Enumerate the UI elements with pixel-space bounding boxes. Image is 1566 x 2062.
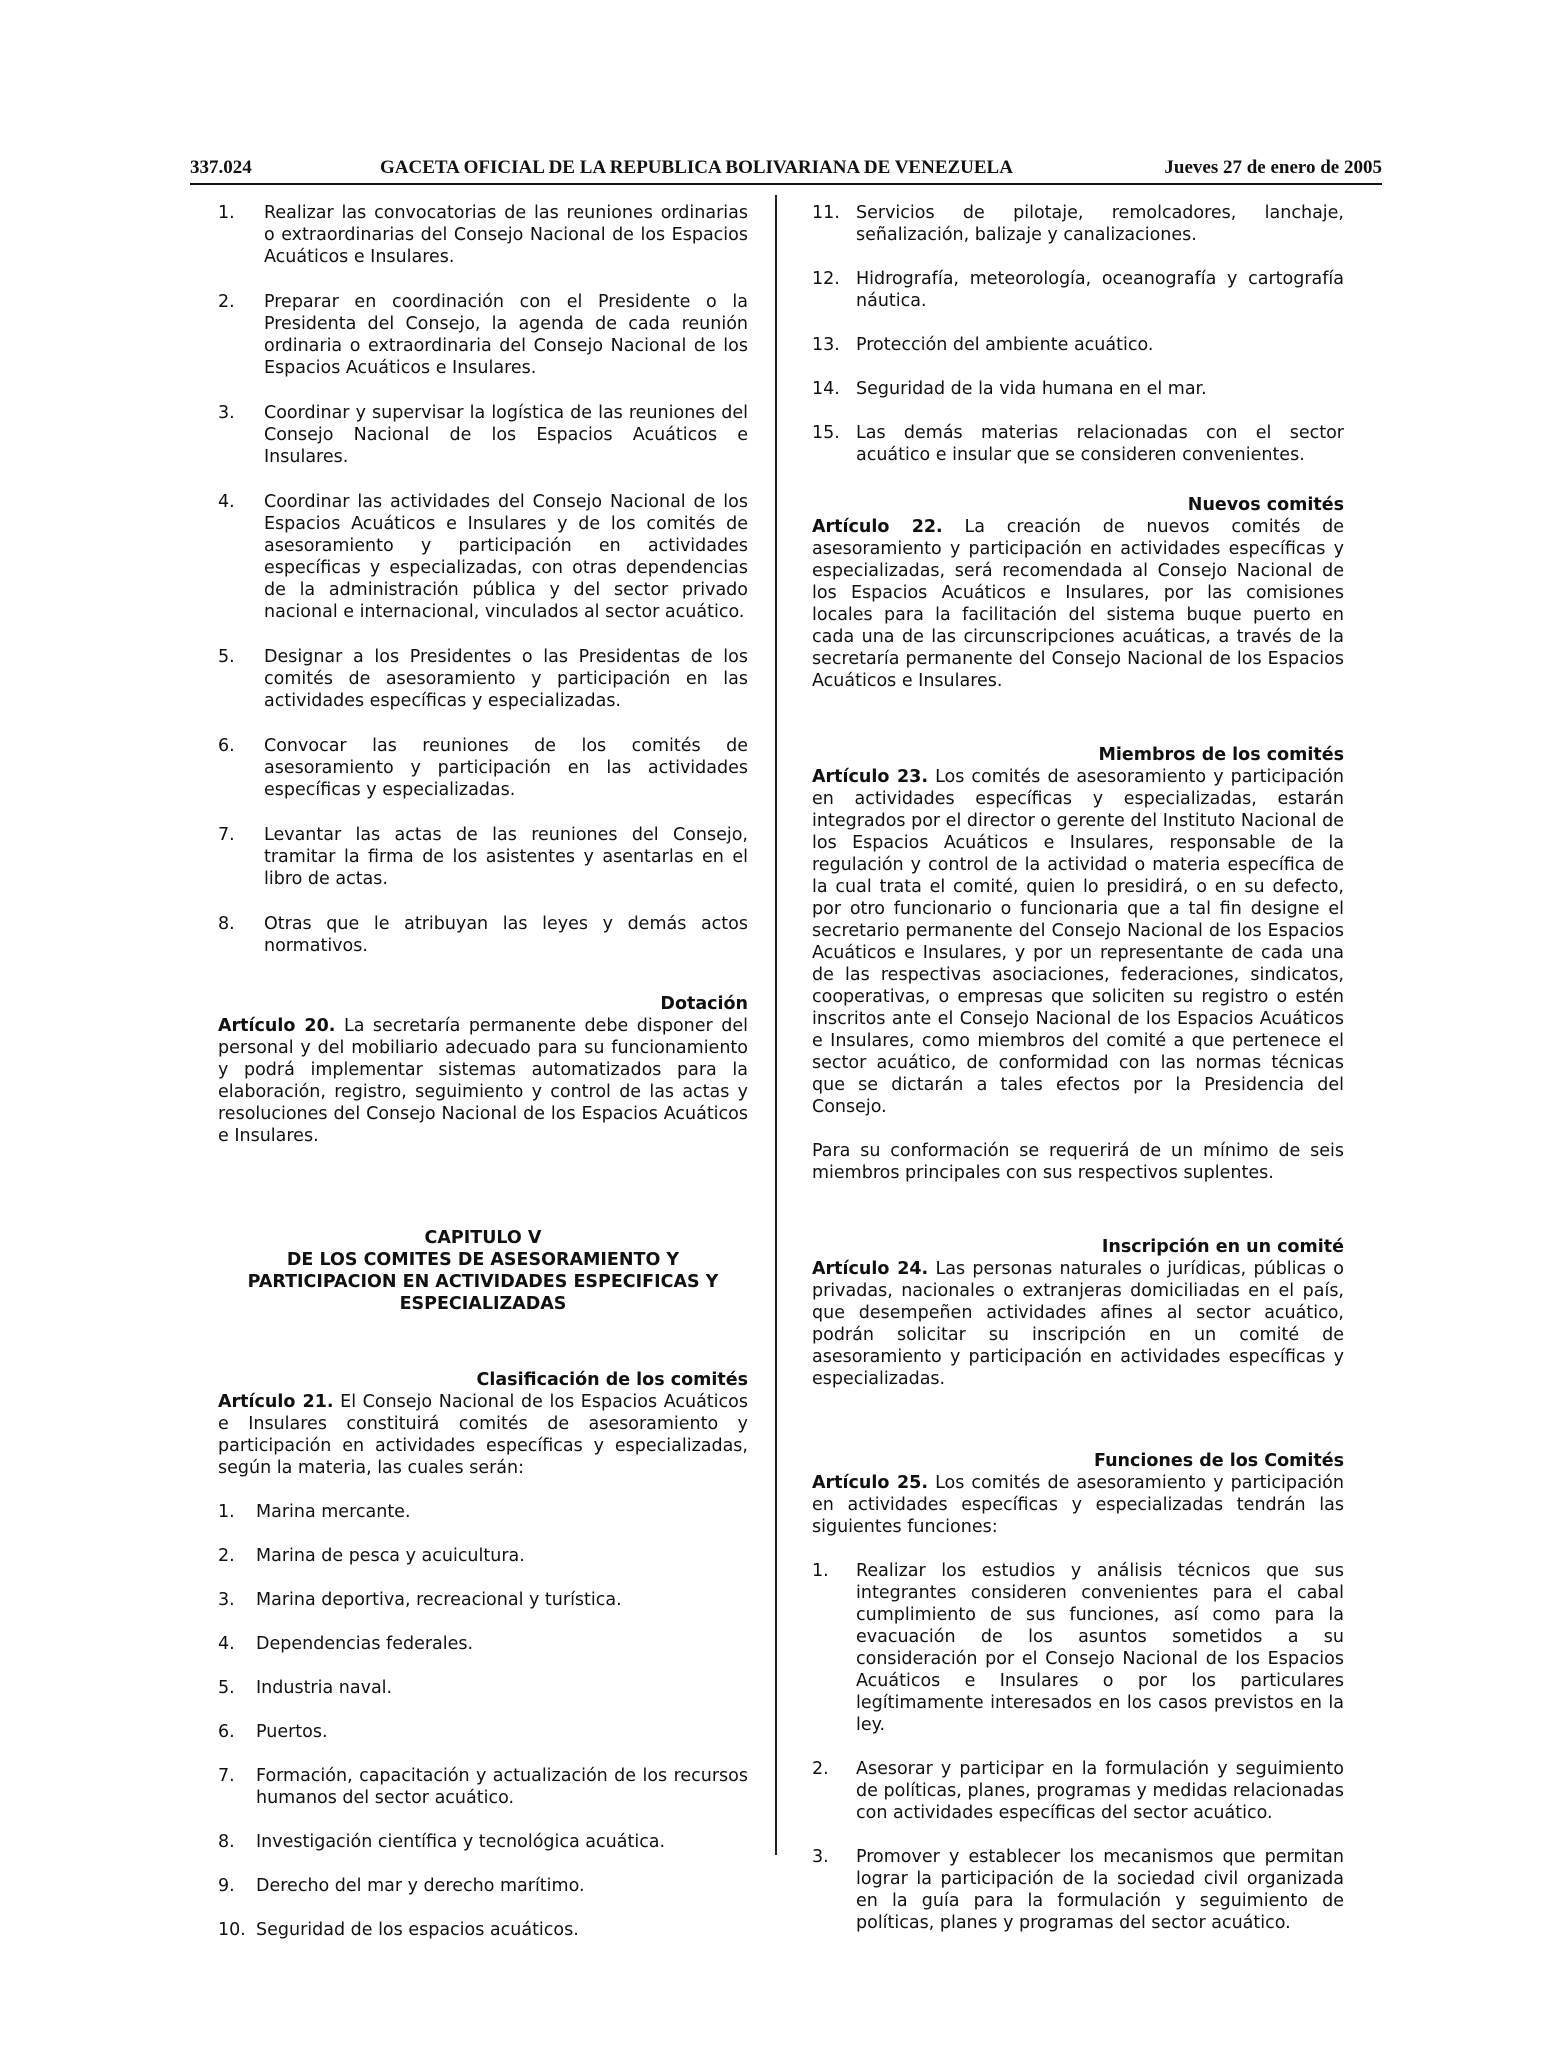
list-item: 10. Seguridad de los espacios acuáticos. <box>218 1920 579 1940</box>
article-22: Artículo 22. La creación de nuevos comités de asesoramiento y participación en actividades específicas y especializadas, será recomendada al Consejo Nacional de los Espacios Acuáticos e Insulares, por las comisiones locales para la facilitación del sistema buque puerto en cada una de las circunscripciones acuáticas, a través de la secretaría permanente del Consejo Nacional de los Espacios Acuáticos e Insulares. <box>812 517 1344 691</box>
article-21-section <box>218 1369 748 1479</box>
chapter-title: CAPITULO V DE LOS COMITES DE ASESORAMIENTO Y PARTICIPACION EN ACTIVIDADES ESPECIFICAS Y ESPECIALIZADAS <box>247 1228 719 1314</box>
list-item: 11. Servicios de pilotaje, remolcadores, lanchaje, señalización, balizaje y canalizaciones. <box>812 203 1344 245</box>
article-20: Artículo 20. La secretaría permanente debe disponer del personal y del mobiliario adecuado para su funcionamiento y podrá implementar sistemas automatizados para la elaboración, registro, seguimiento y control de las actas y resoluciones del Consejo Nacional de los Espacios Acuáticos e Insulares. <box>218 1016 748 1146</box>
list-item: 6. Puertos. <box>218 1722 328 1742</box>
column-divider <box>775 195 777 1855</box>
list-item: 5. Designar a los Presidentes o las Presidentas de los comités de asesoramiento y participación en las actividades específicas y especializadas. <box>218 647 748 711</box>
section-heading: Dotación <box>660 994 748 1014</box>
list-item: 14. Seguridad de la vida humana en el mar. <box>812 379 1207 399</box>
article-21: Artículo 21. El Consejo Nacional de los Espacios Acuáticos e Insulares constituirá comités de asesoramiento y participación en actividades específicas y especializadas, según la materia, las cuales serán: <box>218 1392 748 1478</box>
article-23-section <box>812 744 1344 1184</box>
list-item: 3. Coordinar y supervisar la logística de las reuniones del Consejo Nacional de los Espacios Acuáticos e Insulares. <box>218 403 748 467</box>
right-column <box>812 202 1344 1956</box>
materias-list-continued <box>812 202 1344 466</box>
list-item: 6. Convocar las reuniones de los comités de asesoramiento y participación en las actividades específicas y especializadas. <box>218 736 748 800</box>
section-heading: Miembros de los comités <box>1098 745 1344 765</box>
issue-date: Jueves 27 de enero de 2005 <box>1164 157 1382 178</box>
secretaria-functions-list <box>218 202 748 957</box>
list-item: 15. Las demás materias relacionadas con el sector acuático e insular que se consideren convenientes. <box>812 423 1344 465</box>
list-item: 9. Derecho del mar y derecho marítimo. <box>218 1876 585 1896</box>
article-23: Artículo 23. Los comités de asesoramiento y participación en actividades específicas y especializadas, estarán integrados por el director o gerente del Instituto Nacional de los Espacios Acuáticos e Insulares, responsable de la regulación y control de la actividad o materia específica de la cual trata el comité, quien lo presidirá, o en su defecto, por otro funcionario o funcionaria que a tal fin designe el secretario permanente del Consejo Nacional de los Espacios Acuáticos e Insulares, y por un representante de cada una de las respectivas asociaciones, federaciones, sindicatos, cooperativas, o empresas que soliciten su registro o estén inscritos ante el Consejo Nacional de los Espacios Acuáticos e Insulares, como miembros del comité a que pertenece el sector acuático, de conformidad con las normas técnicas que se dictarán a tales efectos por la Presidencia del Consejo. <box>812 767 1344 1117</box>
list-item: 4. Coordinar las actividades del Consejo Nacional de los Espacios Acuáticos e Insulares y de los comités de asesoramiento y participación en actividades específicas y especializadas, con otras dependencias de la administración pública y del sector privado nacional e internacional, vinculados al sector acuático. <box>218 492 748 622</box>
list-item: 4. Dependencias federales. <box>218 1634 474 1654</box>
article-20-section <box>218 993 748 1147</box>
article-23-paragraph-2: Para su conformación se requerirá de un mínimo de seis miembros principales con sus respectivos suplentes. <box>812 1141 1344 1183</box>
funciones-list <box>812 1560 1344 1934</box>
materias-list <box>218 1501 748 1941</box>
list-item: 2. Marina de pesca y acuicultura. <box>218 1546 525 1566</box>
list-item: 7. Levantar las actas de las reuniones del Consejo, tramitar la firma de los asistentes y asentarlas en el libro de actas. <box>218 825 748 889</box>
article-24-section <box>812 1236 1344 1390</box>
page-number: 337.024 <box>190 157 252 178</box>
section-heading: Inscripción en un comité <box>1101 1237 1344 1257</box>
list-item: 12. Hidrografía, meteorología, oceanografía y cartografía náutica. <box>812 269 1344 311</box>
page-header <box>190 157 1382 185</box>
list-item: 2. Asesorar y participar en la formulación y seguimiento de políticas, planes, programas y medidas relacionadas con actividades específicas del sector acuático. <box>812 1759 1344 1823</box>
list-item: 8. Investigación científica y tecnológica acuática. <box>218 1832 666 1852</box>
section-heading: Funciones de los Comités <box>1094 1451 1344 1471</box>
list-item: 1. Realizar las convocatorias de las reuniones ordinarias o extraordinarias del Consejo Nacional de los Espacios Acuáticos e Insulares. <box>218 203 748 267</box>
article-24: Artículo 24. Las personas naturales o jurídicas, públicas o privadas, nacionales o extranjeras domiciliadas en el país, que desempeñen actividades afines al sector acuático, podrán solicitar su inscripción en un comité de asesoramiento y participación en actividades específicas y especializadas. <box>812 1259 1344 1389</box>
gazette-title: GACETA OFICIAL DE LA REPUBLICA BOLIVARIANA DE VENEZUELA <box>380 157 1013 178</box>
list-item: 7. Formación, capacitación y actualización de los recursos humanos del sector acuático. <box>218 1766 748 1808</box>
list-item: 3. Marina deportiva, recreacional y turística. <box>218 1590 622 1610</box>
list-item: 1. Realizar los estudios y análisis técnicos que sus integrantes consideren convenientes para el cabal cumplimiento de sus funciones, así como para la evacuación de los asuntos sometidos a su consideración por el Consejo Nacional de los Espacios Acuáticos e Insulares o por los particulares legítimamente interesados en los casos previstos en la ley. <box>812 1561 1344 1735</box>
list-item: 2. Preparar en coordinación con el Presidente o la Presidenta del Consejo, la agenda de cada reunión ordinaria o extraordinaria del Consejo Nacional de los Espacios Acuáticos e Insulares. <box>218 292 748 378</box>
article-22-section <box>812 494 1344 692</box>
left-column <box>218 202 748 1963</box>
list-item: 8. Otras que le atribuyan las leyes y demás actos normativos. <box>218 914 748 956</box>
list-item: 5. Industria naval. <box>218 1678 393 1698</box>
list-item: 3. Promover y establecer los mecanismos que permitan lograr la participación de la sociedad civil organizada en la guía para la formulación y seguimiento de políticas, planes y programas del sector acuático. <box>812 1847 1344 1933</box>
list-item: 1. Marina mercante. <box>218 1502 411 1522</box>
list-item: 13. Protección del ambiente acuático. <box>812 335 1154 355</box>
section-heading: Clasificación de los comités <box>476 1370 748 1390</box>
article-25: Artículo 25. Los comités de asesoramiento y participación en actividades específicas y especializadas tendrán las siguientes funciones: <box>812 1473 1344 1537</box>
section-heading: Nuevos comités <box>1187 495 1344 515</box>
article-25-section <box>812 1450 1344 1538</box>
